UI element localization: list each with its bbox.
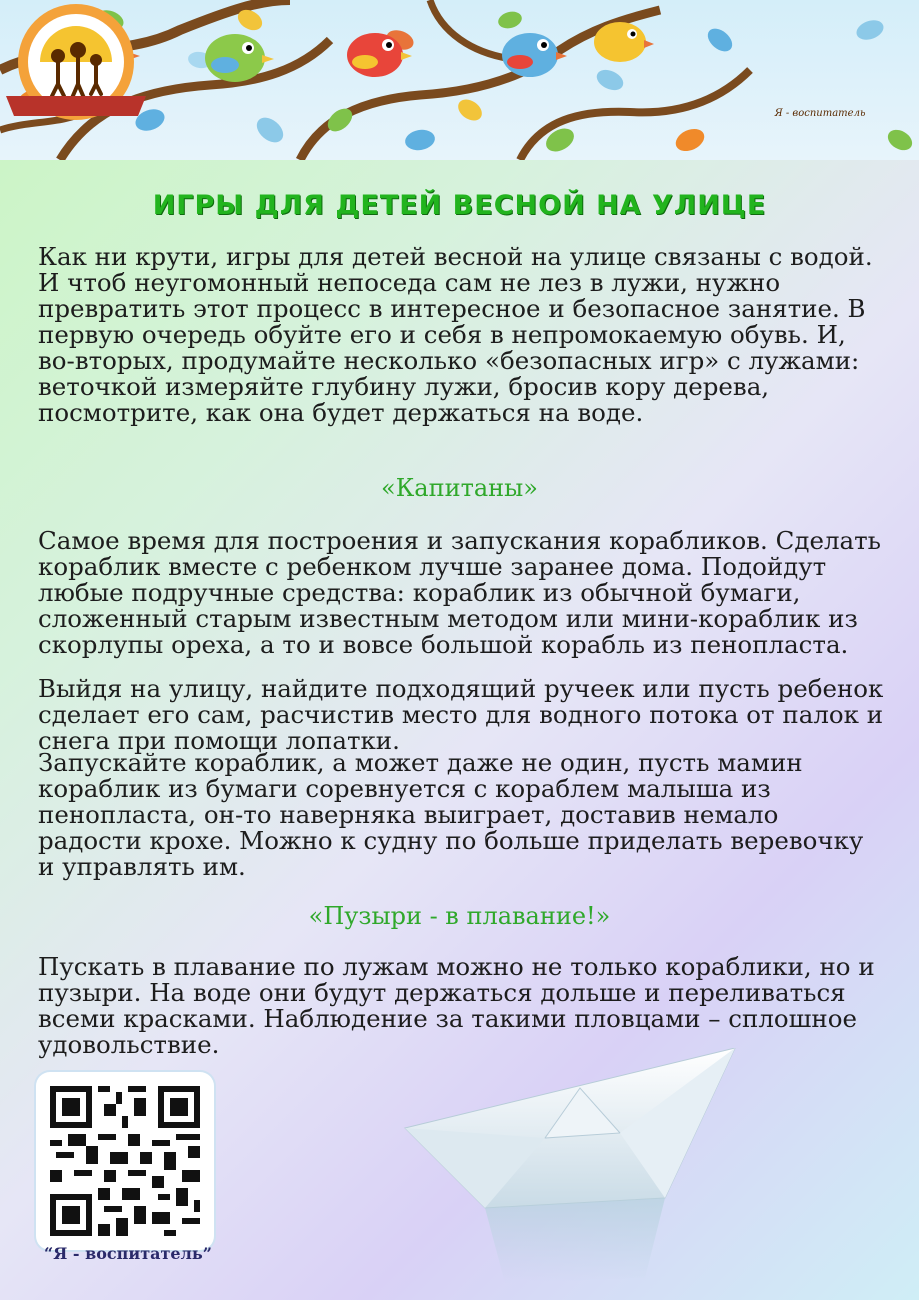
- qr-caption: “Я - воспитатель”: [44, 1244, 212, 1263]
- logo-badge: [0, 0, 152, 132]
- header-banner: [0, 0, 919, 160]
- intro-paragraph: Как ни крути, игры для детей весной на улице связаны с водой. И чтоб неугомонный непоседа сам не лез в лужи, нужно превратить этот процесс в интересное и безопасное занятие. В первую очередь обуйте его и себя в непромокаемую обувь. И, во-вторых, продумайте несколько «безопасных игр» с лужами: веточкой измеряйте глубину лужи, бросив кору дерева, посмотрите, как она будет держаться на воде.: [38, 242, 873, 427]
- page-title: ИГРЫ ДЛЯ ДЕТЕЙ ВЕСНОЙ НА УЛИЦЕ: [152, 190, 767, 221]
- logo-text: Я - воспитатель: [774, 108, 866, 119]
- bubbles-paragraph: Пускать в плавание по лужам можно не только кораблики, но и пузыри. На воде они будут держаться дольше и переливаться всеми красками. Наблюдение за такими пловцами – сплошное удовольствие.: [38, 952, 875, 1059]
- captains-paragraph-2: Выйдя на улицу, найдите подходящий ручеек или пусть ребенок сделает его сам, расчистив место для водного потока от палок и снега при помощи лопатки.: [38, 674, 884, 755]
- captains-paragraph-3: Запускайте кораблик, а может даже не один, пусть мамин кораблик из бумаги соревнуется с кораблем малыша из пенопласта, он-то наверняка выиграет, доставив немало радости крохе. Можно к судну по больше приделать веревочку и управлять им.: [38, 748, 864, 881]
- paper-boat-illustration: [395, 1048, 755, 1288]
- captains-paragraph-1: Самое время для построения и запускания корабликов. Сделать кораблик вместе с ребенком лучше заранее дома. Подойдут любые подручные средства: кораблик из обычной бумаги, сложенный старым известным методом или мини-кораблик из скорлупы ореха, а то и вовсе большой корабль из пенопласта.: [38, 526, 882, 659]
- section-title-captains: «Капитаны»: [381, 474, 538, 502]
- section-title-bubbles: «Пузыри - в плавание!»: [308, 902, 611, 930]
- qr-code-icon: [50, 1086, 200, 1236]
- qr-code-card[interactable]: [36, 1072, 214, 1250]
